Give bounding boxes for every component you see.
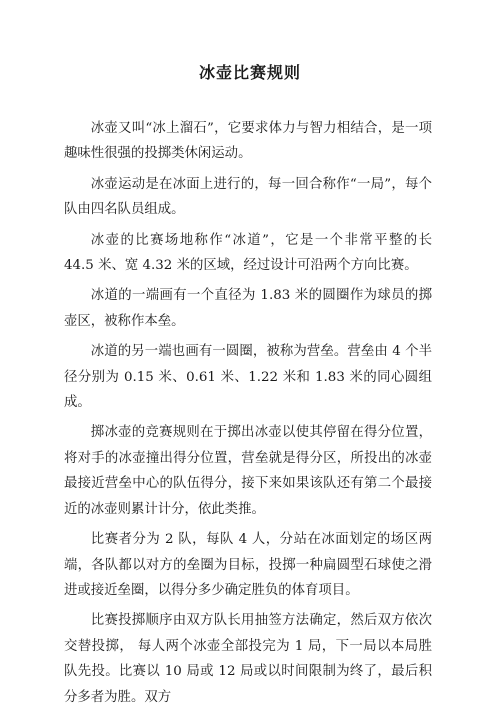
paragraph-end-definition: 冰壶运动是在冰面上进行的，每一回合称作“一局”，每个队由四名队员组成。 [64,176,432,218]
paragraph-teams: 比赛者分为 2 队，每队 4 人，分站在冰面划定的场区两端，各队都以对方的垒圈为目标，投掷一种扁圆型石球使之滑进或接近垒圈，以得分多少确定胜负的体育项目。 [64,532,432,598]
paragraph-order: 比赛投掷顺序由双方队长用抽签方法确定，然后双方依次交替投掷， 每人两个冰壶全部投完为 1 局，下一局以本局胜队先投。比赛以 10 局或 12 局或以时间限制为终了，最后积分多者为胜。双方 [64,613,432,705]
document-body [64,116,432,715]
paragraph-sheet: 冰壶的比赛场地称作“冰道”，它是一个非常平整的长 44.5 米、宽 4.32 米的区域，经过设计可沿两个方向比赛。 [64,232,432,274]
paragraph-scoring: 掷冰壶的竞赛规则在于掷出冰壶以使其停留在得分位置，将对手的冰壶撞出得分位置，营垒就是得分区，所投出的冰壶最接近营垒中心的队伍得分，接下来如果该队还有第二个最接近的冰壶则累计计分，依此类推。 [64,425,432,517]
document-title: 冰壶比赛规则 [198,63,301,82]
paragraph-intro: 冰壶又叫“冰上溜石”，它要求体力与智力相结合，是一项趣味性很强的投掷类休闲运动。 [64,121,432,162]
paragraph-home-base: 冰道的一端画有一个直径为 1.83 米的圆圈作为球员的掷壶区，被称作本垒。 [64,288,432,329]
paragraph-house: 冰道的另一端也画有一圆圈，被称为营垒。营垒由 4 个半径分别为 0.15 米、0.61 米、1.22 米和 1.83 米的同心圆组成。 [64,344,432,411]
